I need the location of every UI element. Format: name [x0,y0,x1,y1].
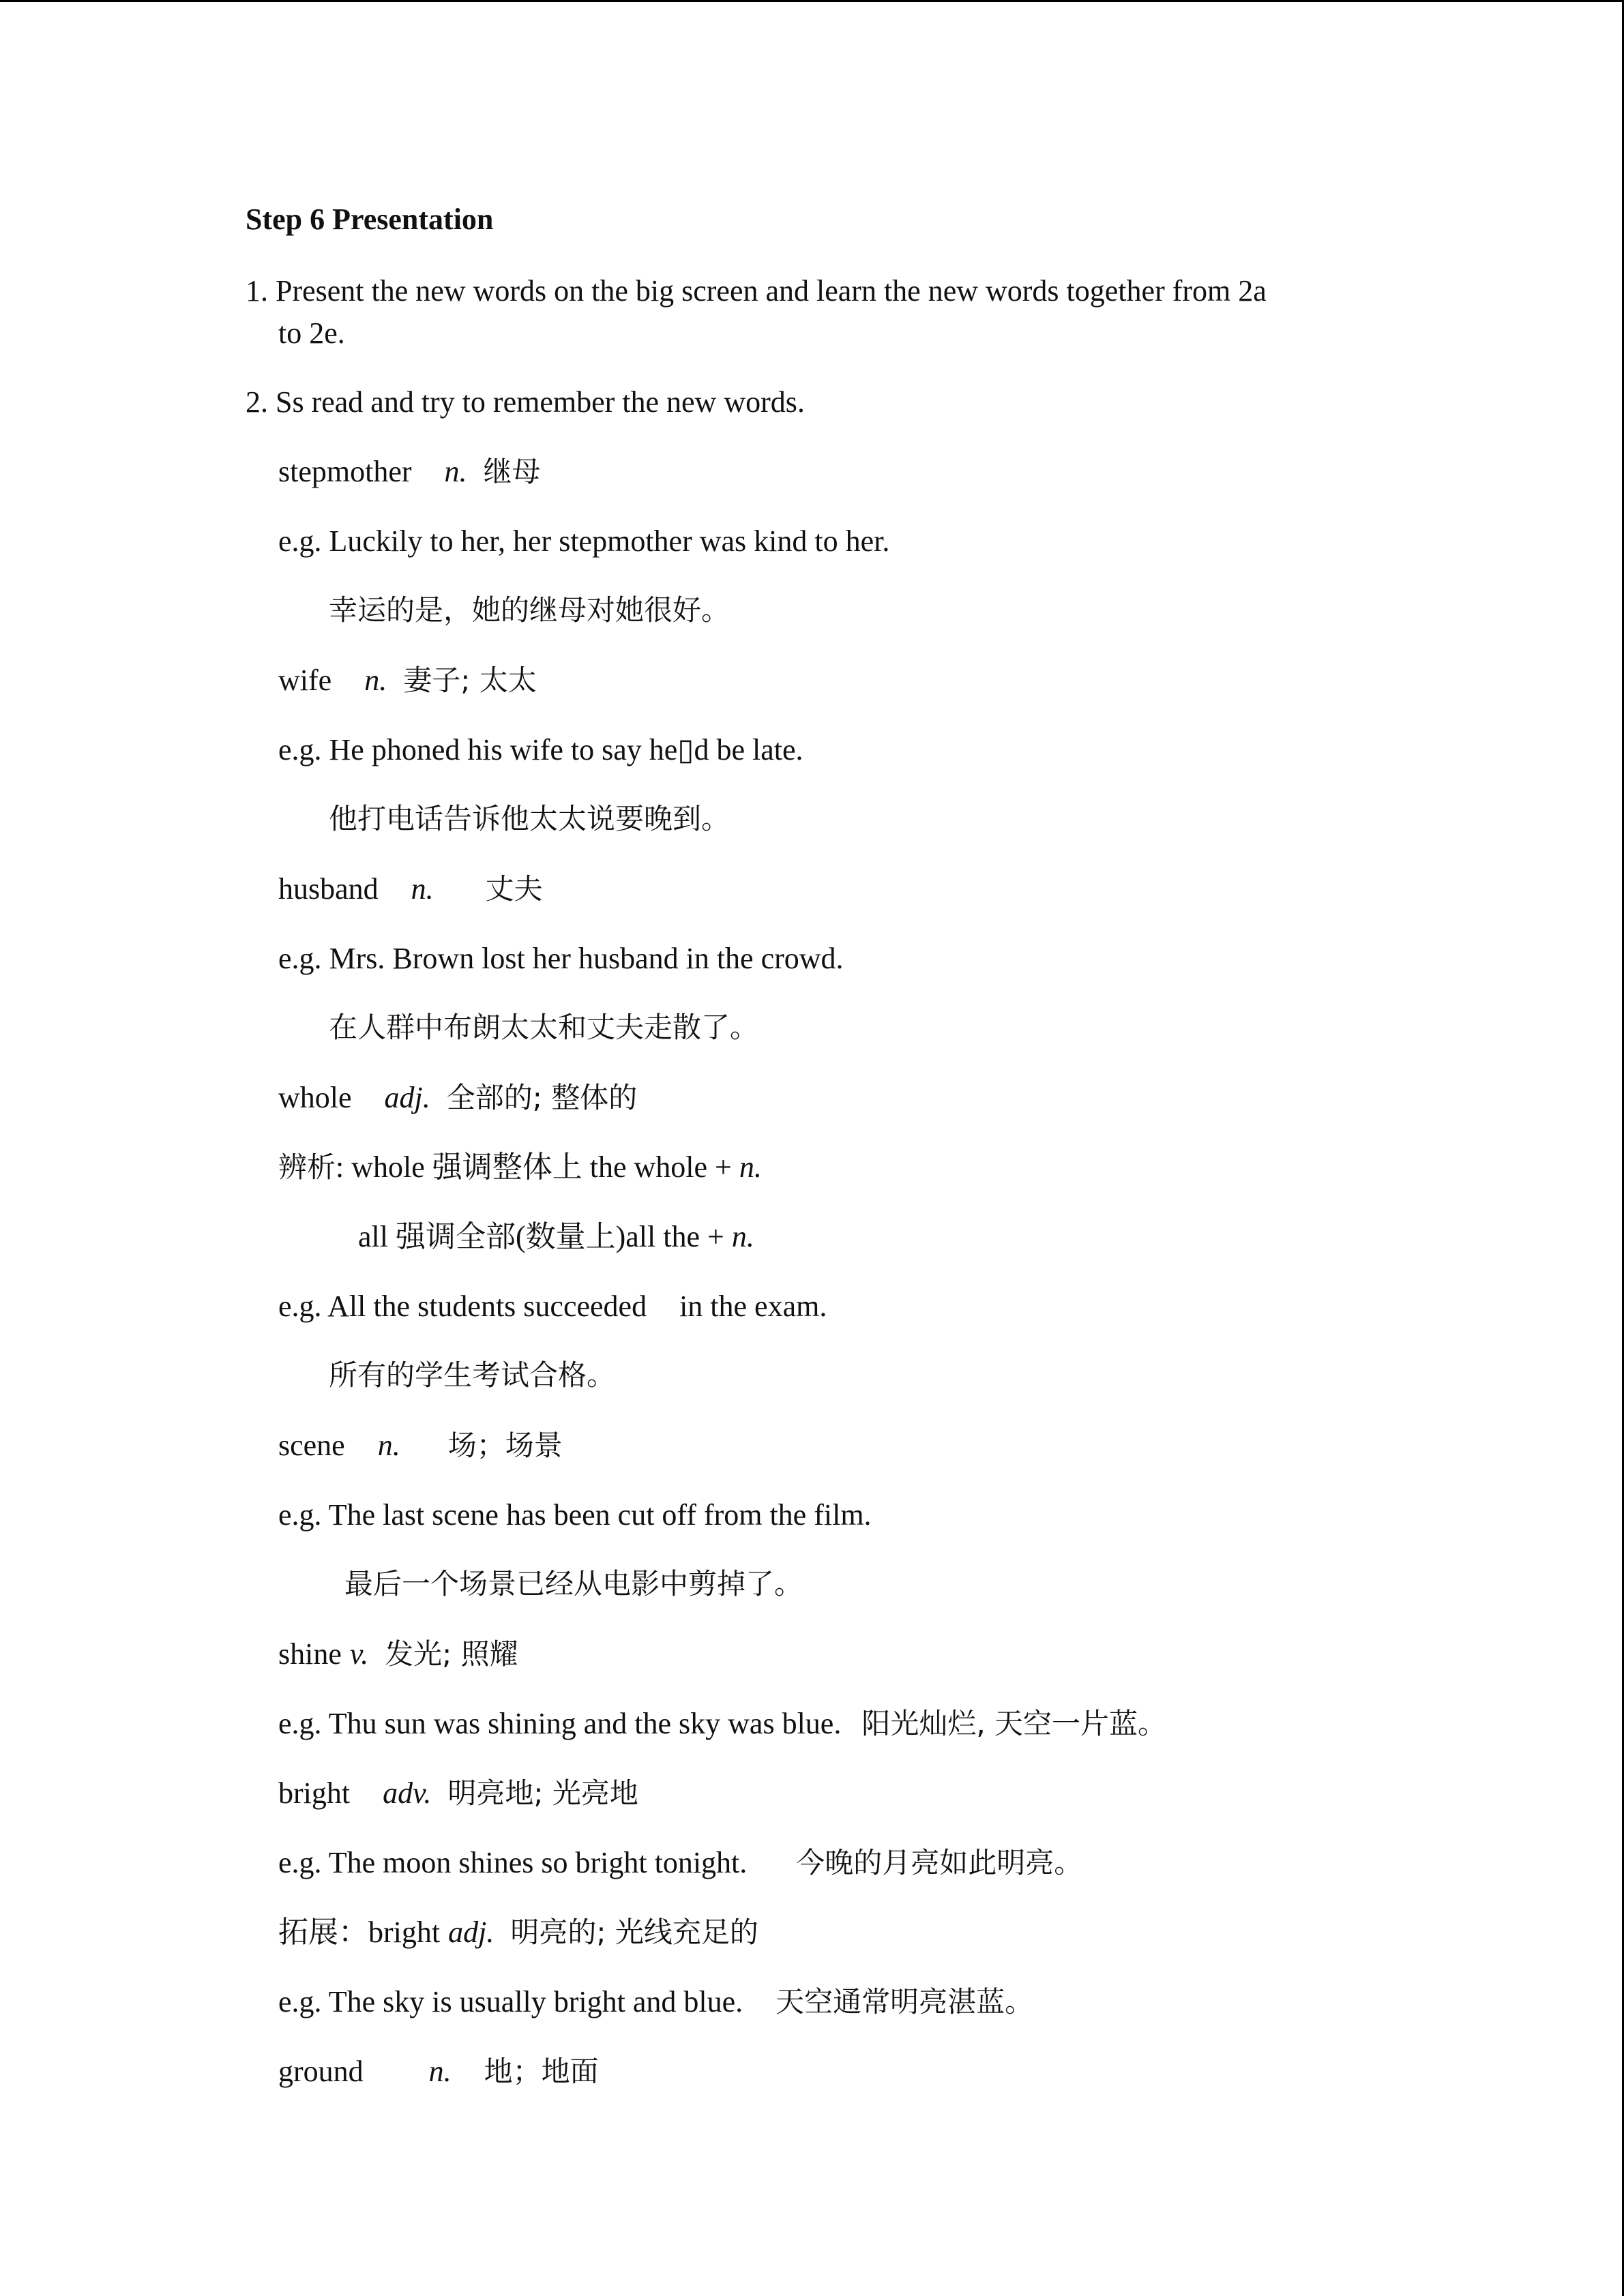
example-all-en [278,1289,827,1323]
analysis-whole [278,1152,762,1182]
example-expand-cn: 天空通常明亮湛蓝。 [776,1985,1034,2018]
vocab-meaning: 地；地面 [484,2055,599,2088]
vocab-pos: n. [428,2055,452,2088]
vocab-meaning: 妻子; 太太 [403,664,537,697]
example-expand [278,1987,1033,2017]
vocab-ground [278,2057,599,2087]
example-bright [278,1848,1082,1878]
vocab-whole [278,1083,637,1113]
vocab-meaning: 明亮地; 光亮地 [447,1776,638,1810]
example-bright-en: e.g. The moon shines so bright tonight. [278,1846,748,1879]
vocab-pos: adv. [383,1776,432,1810]
vocab-word: bright [278,1776,351,1810]
analysis-whole-text: : whole 强调整体上 the whole + [336,1150,739,1184]
analysis-all [358,1222,754,1252]
analysis-whole-pos: n. [739,1150,762,1184]
top-border [0,0,1624,2]
vocab-word: whole [278,1081,352,1114]
example-wife-en: e.g. He phoned his wife to say he▯​d be late. [278,733,803,766]
vocab-meaning: 发光; 照耀 [385,1637,518,1671]
step1-line2: to 2e. [278,316,345,350]
vocab-bright [278,1778,638,1808]
example-stepmother-en: e.g. Luckily to her, her stepmother was kind to her. [278,524,890,558]
example-shine-en: e.g. Thu sun was shining and the sky was blue. [278,1707,842,1740]
vocab-word: shine [278,1637,342,1671]
example-husband-en: e.g. Mrs. Brown lost her husband in the crowd. [278,942,844,975]
vocab-meaning: 全部的; 整体的 [446,1081,638,1114]
vocab-pos: adj. [384,1081,430,1114]
vocab-pos: n. [377,1429,400,1462]
section-heading: Step 6 Presentation [246,203,494,236]
vocab-shine [278,1639,518,1669]
vocab-pos: adj. [448,1915,494,1949]
example-expand-en: e.g. The sky is usually bright and blue. [278,1985,743,2018]
example-wife-cn: 他打电话告诉他太太说要晚到。 [329,802,730,835]
vocab-word: husband [278,872,379,906]
vocab-word: stepmother [278,455,412,488]
example-bright-cn: 今晚的月亮如此明亮。 [796,1846,1083,1879]
vocab-meaning: 继母 [483,455,541,488]
vocab-meaning: 场；场景 [447,1429,563,1462]
example-scene-cn: 最后一个场景已经从电影中剪掉了。 [344,1567,803,1600]
example-scene-en: e.g. The last scene has been cut off from the film. [278,1498,872,1532]
vocab-pos: n. [411,872,434,906]
vocab-stepmother [278,457,541,487]
analysis-all-pos: n. [731,1220,754,1253]
vocab-word: ground [278,2055,364,2088]
expand-label: 拓展：bright [278,1915,441,1949]
vocab-word: scene [278,1429,345,1462]
analysis-all-text: all 强调全部(数量上)all the + [358,1220,732,1253]
example-all-en-part1: e.g. All the students succeeded [278,1289,647,1323]
example-stepmother-cn: 幸运的是，她的继母对她很好。 [329,593,730,627]
example-shine [278,1709,1166,1739]
example-husband-cn: 在人群中布朗太太和丈夫走散了。 [329,1011,759,1044]
vocab-expand [278,1915,758,1949]
vocab-pos: v. [349,1637,369,1671]
vocab-meaning: 明亮的; 光线充足的 [510,1915,758,1949]
vocab-pos: n. [444,455,467,488]
vocab-pos: n. [364,664,387,697]
step1-line1: 1. Present the new words on the big screen and learn the new words together from 2a [246,274,1267,308]
vocab-word: wife [278,664,332,697]
vocab-scene [278,1431,563,1461]
example-all-cn: 所有的学生考试合格。 [329,1358,616,1392]
example-all-en-part2: in the exam. [679,1289,827,1323]
step2-text: 2. Ss read and try to remember the new words. [246,385,805,419]
vocab-husband [278,874,543,904]
vocab-meaning: 丈夫 [485,872,543,906]
example-shine-cn: 阳光灿烂, 天空一片蓝。 [861,1707,1167,1740]
analysis-label: 辨析 [278,1150,336,1184]
vocab-wife [278,666,537,696]
